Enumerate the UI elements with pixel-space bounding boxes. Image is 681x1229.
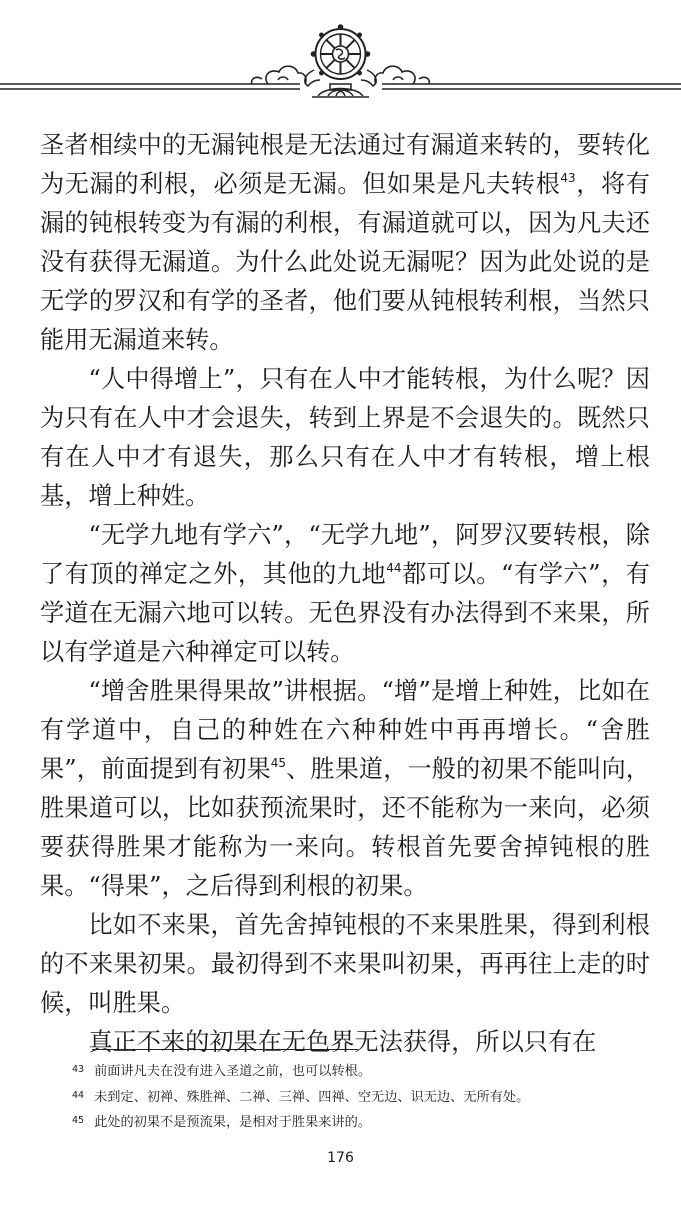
footnotes [72, 1058, 662, 1135]
paragraph [40, 672, 650, 906]
text-run: 圣者相续中的无漏钝根是无法通过有漏道来转的，要转化为无漏的利根，必须是无漏。但如果是凡夫转根 [40, 131, 650, 198]
text-run: “增舍胜果得果故”讲根据。“增”是增上种姓，比如在有学道中，自己的种姓在六种种姓中再再增长。“舍胜果”，前面提到有初果 [40, 677, 650, 783]
footnote-number: 44 [72, 1089, 85, 1101]
text-run: ，将有漏的钝根转变为有漏的利根，有漏道就可以，因为凡夫还没有获得无漏道。为什么此处说无漏呢？因为此处说的是无学的罗汉和有学的圣者，他们要从钝根转利根，当然只能用无漏道来转。 [40, 170, 650, 354]
footnote-text: 前面讲凡夫在没有进入圣道之前，也可以转根。 [94, 1064, 372, 1079]
footnote-ref: 43 [560, 171, 576, 185]
footnote-text: 未到定、初禅、殊胜禅、二禅、三禅、四禅、空无边、识无边、无所有处。 [94, 1089, 530, 1105]
footnote-number: 43 [72, 1064, 85, 1075]
paragraph [40, 516, 650, 672]
text-run: “无学九地有学六”，“无学九地”，阿罗汉要转根，除了有顶的禅定之外，其他的九地 [40, 521, 650, 588]
footnote-number: 45 [72, 1115, 85, 1126]
footnote [72, 1109, 662, 1135]
dharma-wheel-icon [0, 0, 681, 105]
text-run: 、胜果道，一般的初果不能叫向，胜果道可以，比如获预流果时，还不能称为一来向，必须要获得胜果才能称为一来向。转根首先要舍掉钝根的胜果。“得果”，之后得到利根的初果。 [40, 755, 650, 900]
text-run: “人中得增上”，只有在人中才能转根，为什么呢？因为只有在人中才会退失，转到上界是不会退失的。既然只有在人中才有退失，那么只有在人中才有转根，增上根基，增上种姓。 [40, 365, 650, 510]
page-number: 176 [327, 1150, 354, 1166]
footnote-ref: 45 [270, 756, 287, 770]
footnote-divider [92, 1049, 358, 1050]
paragraph [40, 126, 650, 360]
text-run: 都可以。“有学六”，有学道在无漏六地可以转。无色界没有办法得到不来果，所以有学道是六种禅定可以转。 [40, 560, 650, 666]
paragraph [40, 360, 650, 516]
paragraph [40, 906, 650, 1023]
text-run: 比如不来果，首先舍掉钝根的不来果胜果，得到利根的不来果初果。最初得到不来果叫初果，再再往上走的时候，叫胜果。 [40, 911, 650, 1017]
footnote-ref: 44 [386, 561, 402, 575]
page-header [0, 0, 681, 105]
text-run: 真正不来的初果在无色界无法获得，所以只有在 [88, 1028, 597, 1056]
footnote [72, 1058, 662, 1084]
footnote [72, 1084, 662, 1110]
footnote-text: 此处的初果不是预流果，是相对于胜果来讲的。 [94, 1115, 372, 1130]
paragraph [40, 1023, 650, 1062]
main-text [40, 126, 650, 1062]
